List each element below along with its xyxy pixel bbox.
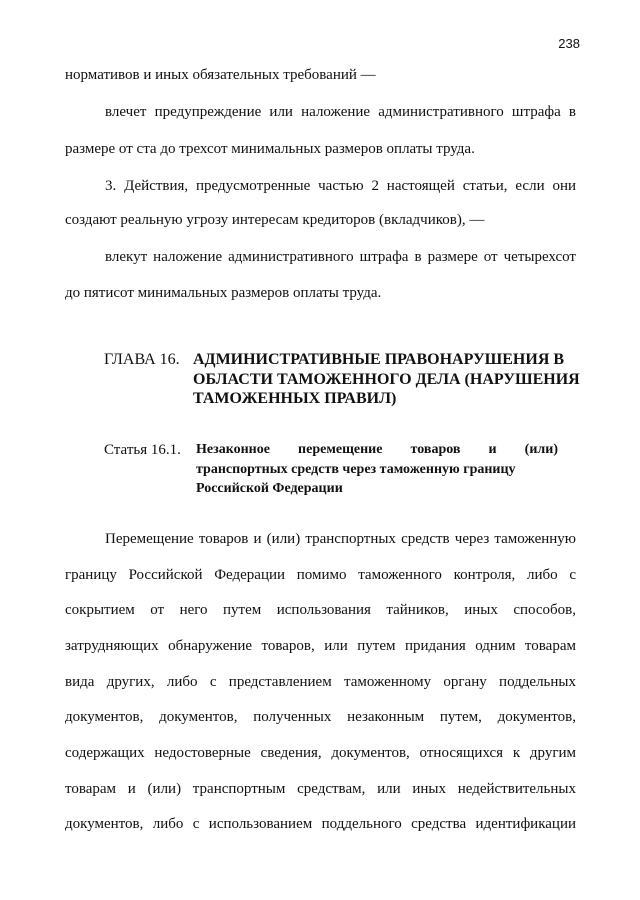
intro-line-2: влечет предупреждение или наложение административного штрафа в (105, 104, 576, 120)
chapter-title-line-3: ТАМОЖЕННЫХ ПРАВИЛ) (193, 390, 397, 407)
body-line-2: границу Российской Федерации помимо таможенного контроля, либо с (65, 567, 576, 583)
chapter-label: ГЛАВА 16. (104, 351, 180, 368)
article-title-line-1: Незаконное перемещение товаров и (или) (196, 442, 558, 457)
body-line-6: документов, документов, полученных незаконным путем, документов, (65, 709, 576, 725)
article-title-line-3: Российской Федерации (196, 481, 343, 496)
intro-line-6: влекут наложение административного штрафа в размере от четырехсот (105, 249, 576, 265)
body-line-3: сокрытием от него путем использования тайников, иных способов, (65, 602, 576, 618)
article-label: Статья 16.1. (104, 442, 181, 458)
page-number: 238 (558, 36, 580, 51)
intro-line-5: создают реальную угрозу интересам кредиторов (вкладчиков), — (65, 212, 485, 228)
intro-line-1: нормативов и иных обязательных требований — (65, 67, 376, 83)
body-line-9: документов, либо с использованием поддельного средства идентификации (65, 816, 576, 832)
body-line-1: Перемещение товаров и (или) транспортных средств через таможенную (105, 531, 576, 547)
chapter-title-line-2: ОБЛАСТИ ТАМОЖЕННОГО ДЕЛА (НАРУШЕНИЯ (193, 371, 580, 388)
intro-line-4: 3. Действия, предусмотренные частью 2 настоящей статьи, если они (105, 178, 576, 194)
body-line-5: вида других, либо с представлением таможенному органу поддельных (65, 674, 576, 690)
intro-line-7: до пятисот минимальных размеров оплаты труда. (65, 285, 382, 301)
intro-line-3: размере от ста до трехсот минимальных размеров оплаты труда. (65, 141, 475, 157)
body-line-7: содержащих недостоверные сведения, документов, относящихся к другим (65, 745, 576, 761)
chapter-title-line-1: АДМИНИСТРАТИВНЫЕ ПРАВОНАРУШЕНИЯ В (193, 351, 565, 368)
body-line-4: затрудняющих обнаружение товаров, или путем придания одним товарам (65, 638, 576, 654)
body-line-8: товарам и (или) транспортным средствам, или иных недействительных (65, 781, 576, 797)
article-title-line-2: транспортных средств через таможенную границу (196, 462, 516, 477)
